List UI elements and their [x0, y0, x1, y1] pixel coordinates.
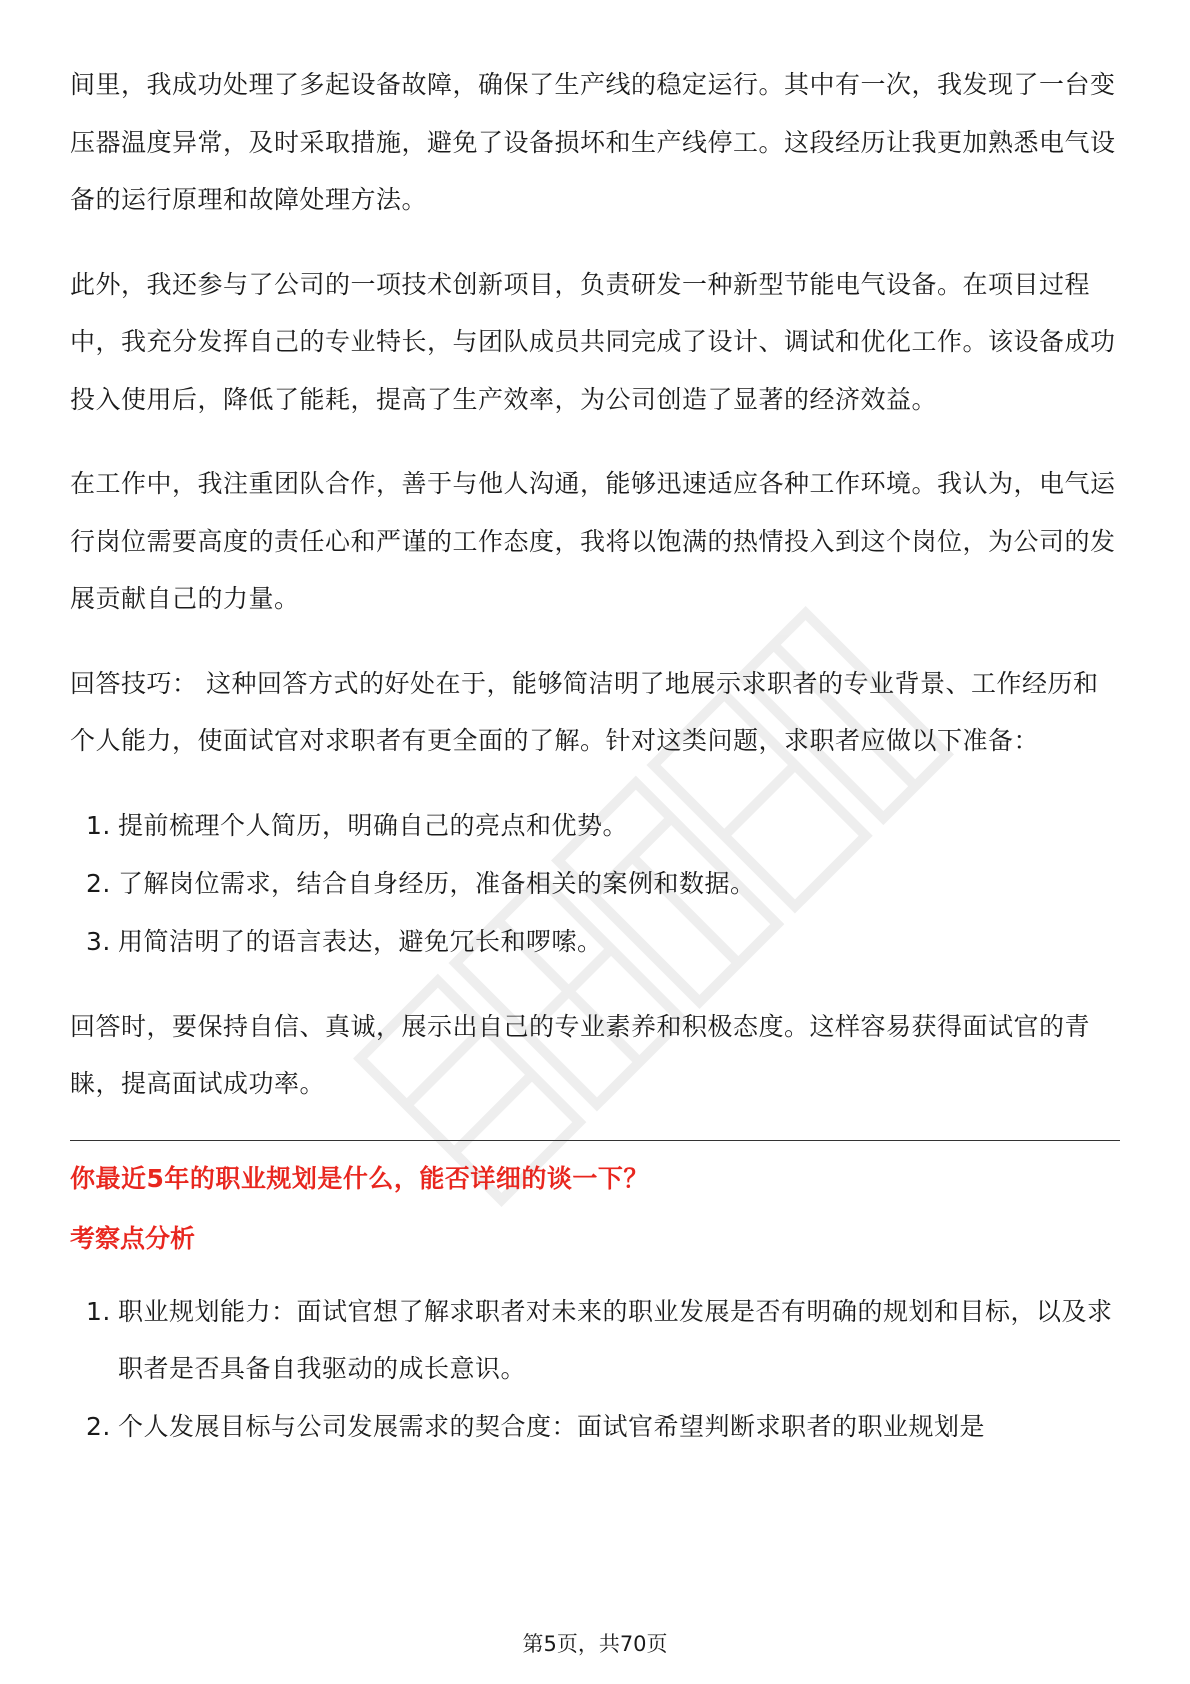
prep-list	[70, 797, 1120, 971]
list-item	[70, 913, 1120, 971]
analysis-subheading: 考察点分析	[70, 1223, 196, 1253]
list-item	[70, 797, 1120, 855]
paragraph-closing: 回答时，要保持自信、真诚，展示出自己的专业素养和积极态度。这样容易获得面试官的青睐，提高面试成功率。	[70, 1011, 1091, 1098]
list-number: 2.	[86, 1411, 111, 1441]
analysis-points-list	[70, 1283, 1120, 1456]
list-item-text: 用简洁明了的语言表达，避免冗长和啰嗦。	[118, 926, 603, 956]
section-divider	[70, 1140, 1120, 1141]
list-item	[70, 1398, 1120, 1456]
paragraph-experience: 间里，我成功处理了多起设备故障，确保了生产线的稳定运行。其中有一次，我发现了一台变压器温度异常，及时采取措施，避免了设备损坏和生产线停工。这段经历让我更加熟悉电气设备的运行原理和故障处理方法。	[70, 70, 1116, 214]
list-item-text: 职业规划能力：面试官想了解求职者对未来的职业发展是否有明确的规划和目标，以及求职者是否具备自我驱动的成长意识。	[118, 1296, 1113, 1383]
list-number: 1.	[86, 810, 111, 840]
list-number: 1.	[86, 1296, 111, 1326]
list-number: 3.	[86, 926, 111, 956]
paragraph-answer-tips: 回答技巧： 这种回答方式的好处在于，能够简洁明了地展示求职者的专业背景、工作经历和个人能力，使面试官对求职者有更全面的了解。针对这类问题，求职者应做以下准备：	[70, 668, 1099, 755]
list-item-text: 提前梳理个人简历，明确自己的亮点和优势。	[118, 810, 629, 840]
question-title: 你最近5年的职业规划是什么，能否详细的谈一下？	[70, 1163, 649, 1193]
list-item-text: 了解岗位需求，结合自身经历，准备相关的案例和数据。	[118, 868, 756, 898]
list-number: 2.	[86, 868, 111, 898]
page-footer: 第5页，共70页	[522, 1632, 668, 1656]
list-item	[70, 855, 1120, 913]
list-item	[70, 1283, 1120, 1398]
document-body	[70, 56, 1120, 1482]
paragraph-teamwork: 在工作中，我注重团队合作，善于与他人沟通，能够迅速适应各种工作环境。我认为，电气运行岗位需要高度的责任心和严谨的工作态度，我将以饱满的热情投入到这个岗位，为公司的发展贡献自己的力量。	[70, 469, 1116, 613]
paragraph-innovation-project: 此外，我还参与了公司的一项技术创新项目，负责研发一种新型节能电气设备。在项目过程中，我充分发挥自己的专业特长，与团队成员共同完成了设计、调试和优化工作。该设备成功投入使用后，降低了能耗，提高了生产效率，为公司创造了显著的经济效益。	[70, 269, 1116, 414]
list-item-text: 个人发展目标与公司发展需求的契合度：面试官希望判断求职者的职业规划是	[118, 1411, 986, 1441]
